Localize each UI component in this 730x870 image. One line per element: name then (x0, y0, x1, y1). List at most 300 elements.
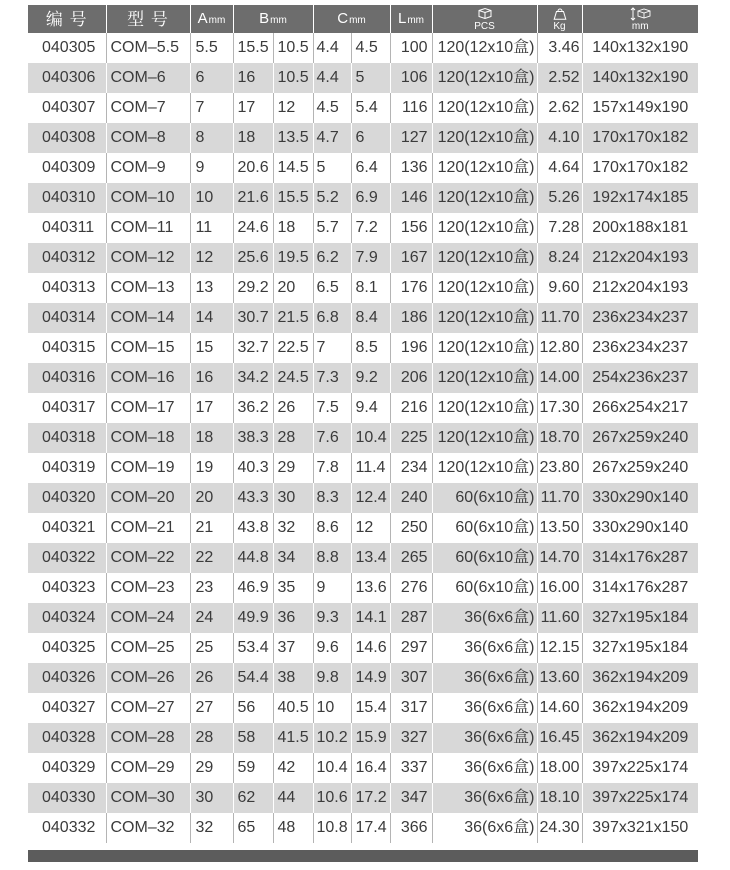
weight-icon (538, 7, 582, 21)
cell-l: 127 (390, 123, 432, 153)
cell-model: COM–12 (106, 243, 190, 273)
cell-code: 040313 (28, 273, 106, 303)
cell-a: 30 (190, 783, 233, 813)
cell-c1: 7.3 (313, 363, 351, 393)
cell-c2: 8.1 (351, 273, 390, 303)
cell-b1: 43.8 (233, 513, 273, 543)
cell-c1: 7.5 (313, 393, 351, 423)
cell-kg: 23.80 (537, 453, 582, 483)
cell-c1: 10 (313, 693, 351, 723)
table-row (28, 333, 698, 363)
cell-model: COM–9 (106, 153, 190, 183)
cell-model: COM–28 (106, 723, 190, 753)
cell-b1: 20.6 (233, 153, 273, 183)
cell-code: 040324 (28, 603, 106, 633)
cell-c1: 8.6 (313, 513, 351, 543)
cell-a: 6 (190, 63, 233, 93)
cell-b2: 13.5 (273, 123, 313, 153)
cell-dims: 330x290x140 (582, 513, 698, 543)
cell-b1: 21.6 (233, 183, 273, 213)
cell-code: 040329 (28, 753, 106, 783)
cell-l: 216 (390, 393, 432, 423)
cell-c1: 6.5 (313, 273, 351, 303)
cell-b2: 41.5 (273, 723, 313, 753)
cell-pcs: 120(12x10盒) (432, 93, 537, 123)
cell-a: 16 (190, 363, 233, 393)
cell-b1: 53.4 (233, 633, 273, 663)
header-pcs (432, 5, 537, 33)
cell-pcs: 120(12x10盒) (432, 363, 537, 393)
cell-kg: 14.60 (537, 693, 582, 723)
cell-a: 11 (190, 213, 233, 243)
cell-pcs: 120(12x10盒) (432, 423, 537, 453)
cell-pcs: 120(12x10盒) (432, 183, 537, 213)
cell-b1: 36.2 (233, 393, 273, 423)
table-row (28, 63, 698, 93)
cell-c1: 9 (313, 573, 351, 603)
cell-b1: 59 (233, 753, 273, 783)
cell-pcs: 120(12x10盒) (432, 123, 537, 153)
cell-l: 116 (390, 93, 432, 123)
cell-c2: 5 (351, 63, 390, 93)
cell-b2: 34 (273, 543, 313, 573)
cell-pcs: 36(6x6盒) (432, 633, 537, 663)
cell-a: 5.5 (190, 33, 233, 63)
table-row (28, 813, 698, 843)
cell-b2: 48 (273, 813, 313, 843)
cell-c2: 14.9 (351, 663, 390, 693)
cell-pcs: 120(12x10盒) (432, 153, 537, 183)
table-body (28, 33, 698, 843)
cell-dims: 157x149x190 (582, 93, 698, 123)
cell-kg: 11.70 (537, 483, 582, 513)
cell-c2: 15.4 (351, 693, 390, 723)
cell-c2: 6.4 (351, 153, 390, 183)
cell-model: COM–15 (106, 333, 190, 363)
cell-model: COM–24 (106, 603, 190, 633)
cell-pcs: 60(6x10盒) (432, 543, 537, 573)
cell-b2: 38 (273, 663, 313, 693)
cell-model: COM–10 (106, 183, 190, 213)
cell-b1: 49.9 (233, 603, 273, 633)
cell-b1: 40.3 (233, 453, 273, 483)
cell-dims: 397x225x174 (582, 783, 698, 813)
cell-a: 7 (190, 93, 233, 123)
cell-code: 040310 (28, 183, 106, 213)
cell-c2: 15.9 (351, 723, 390, 753)
cell-pcs: 36(6x6盒) (432, 783, 537, 813)
cell-l: 240 (390, 483, 432, 513)
cell-kg: 4.64 (537, 153, 582, 183)
cell-kg: 13.50 (537, 513, 582, 543)
cell-l: 366 (390, 813, 432, 843)
cell-b1: 15.5 (233, 33, 273, 63)
cell-a: 17 (190, 393, 233, 423)
table-row (28, 753, 698, 783)
cell-model: COM–18 (106, 423, 190, 453)
cell-pcs: 36(6x6盒) (432, 603, 537, 633)
header-l-unit: mm (407, 15, 425, 26)
table-row (28, 573, 698, 603)
cell-l: 287 (390, 603, 432, 633)
table-row (28, 123, 698, 153)
cell-a: 14 (190, 303, 233, 333)
cell-code: 040326 (28, 663, 106, 693)
cell-c1: 9.3 (313, 603, 351, 633)
cell-b2: 14.5 (273, 153, 313, 183)
header-code: 编 号 (28, 5, 106, 33)
header-pcs-label: PCS (474, 20, 495, 32)
cell-a: 10 (190, 183, 233, 213)
table-row (28, 423, 698, 453)
cell-c2: 6.9 (351, 183, 390, 213)
cell-b2: 15.5 (273, 183, 313, 213)
cell-pcs: 120(12x10盒) (432, 33, 537, 63)
cell-b2: 44 (273, 783, 313, 813)
cell-b1: 24.6 (233, 213, 273, 243)
cell-dims: 267x259x240 (582, 453, 698, 483)
header-row (28, 5, 698, 33)
cell-c1: 10.6 (313, 783, 351, 813)
cell-a: 32 (190, 813, 233, 843)
cell-dims: 397x321x150 (582, 813, 698, 843)
table-header (28, 5, 698, 33)
cell-dims: 314x176x287 (582, 573, 698, 603)
cell-model: COM–14 (106, 303, 190, 333)
header-kg (537, 5, 582, 33)
table-row (28, 483, 698, 513)
table-row (28, 723, 698, 753)
cell-model: COM–30 (106, 783, 190, 813)
cell-l: 176 (390, 273, 432, 303)
cell-pcs: 120(12x10盒) (432, 273, 537, 303)
cell-c2: 5.4 (351, 93, 390, 123)
cell-c2: 17.2 (351, 783, 390, 813)
cell-dims: 212x204x193 (582, 243, 698, 273)
cell-l: 337 (390, 753, 432, 783)
cell-a: 28 (190, 723, 233, 753)
cell-model: COM–19 (106, 453, 190, 483)
cell-dims: 314x176x287 (582, 543, 698, 573)
cell-dims: 397x225x174 (582, 753, 698, 783)
cell-pcs: 120(12x10盒) (432, 393, 537, 423)
cell-code: 040318 (28, 423, 106, 453)
cell-code: 040307 (28, 93, 106, 123)
cell-kg: 24.30 (537, 813, 582, 843)
cell-c1: 9.8 (313, 663, 351, 693)
spec-table (28, 5, 698, 843)
cell-kg: 8.24 (537, 243, 582, 273)
header-c-label: C (337, 10, 349, 27)
cell-b1: 46.9 (233, 573, 273, 603)
cell-model: COM–6 (106, 63, 190, 93)
cell-b2: 29 (273, 453, 313, 483)
cell-a: 19 (190, 453, 233, 483)
cell-kg: 12.15 (537, 633, 582, 663)
cell-b1: 30.7 (233, 303, 273, 333)
cell-c2: 8.5 (351, 333, 390, 363)
cell-c1: 4.5 (313, 93, 351, 123)
cell-code: 040321 (28, 513, 106, 543)
cell-dims: 170x170x182 (582, 123, 698, 153)
cell-c2: 16.4 (351, 753, 390, 783)
cell-code: 040306 (28, 63, 106, 93)
cell-b2: 19.5 (273, 243, 313, 273)
cell-c1: 8.8 (313, 543, 351, 573)
cell-c2: 13.4 (351, 543, 390, 573)
cell-a: 9 (190, 153, 233, 183)
header-l (390, 5, 432, 33)
cell-l: 106 (390, 63, 432, 93)
cell-c2: 14.6 (351, 633, 390, 663)
cell-c2: 9.4 (351, 393, 390, 423)
cell-kg: 12.80 (537, 333, 582, 363)
cell-dims: 362x194x209 (582, 663, 698, 693)
cell-dims: 236x234x237 (582, 333, 698, 363)
cell-c1: 9.6 (313, 633, 351, 663)
cell-a: 27 (190, 693, 233, 723)
cell-pcs: 36(6x6盒) (432, 663, 537, 693)
cell-kg: 18.70 (537, 423, 582, 453)
cell-kg: 2.52 (537, 63, 582, 93)
cell-pcs: 120(12x10盒) (432, 303, 537, 333)
cell-dims: 192x174x185 (582, 183, 698, 213)
cell-l: 250 (390, 513, 432, 543)
cell-dims: 327x195x184 (582, 633, 698, 663)
cell-c1: 7.6 (313, 423, 351, 453)
cell-a: 13 (190, 273, 233, 303)
cell-b1: 29.2 (233, 273, 273, 303)
cell-model: COM–26 (106, 663, 190, 693)
cell-c1: 7.8 (313, 453, 351, 483)
cell-b1: 34.2 (233, 363, 273, 393)
cell-l: 167 (390, 243, 432, 273)
cell-c1: 4.4 (313, 63, 351, 93)
cell-dims: 236x234x237 (582, 303, 698, 333)
cell-pcs: 120(12x10盒) (432, 333, 537, 363)
cell-model: COM–7 (106, 93, 190, 123)
cell-b2: 22.5 (273, 333, 313, 363)
cell-b1: 54.4 (233, 663, 273, 693)
cell-l: 186 (390, 303, 432, 333)
cell-kg: 4.10 (537, 123, 582, 153)
cell-a: 22 (190, 543, 233, 573)
cell-b2: 12 (273, 93, 313, 123)
cell-kg: 13.60 (537, 663, 582, 693)
table-row (28, 93, 698, 123)
cell-c2: 14.1 (351, 603, 390, 633)
cell-b1: 43.3 (233, 483, 273, 513)
footer-bar (28, 850, 698, 862)
cell-c2: 6 (351, 123, 390, 153)
table-row (28, 243, 698, 273)
cell-pcs: 36(6x6盒) (432, 753, 537, 783)
cell-l: 327 (390, 723, 432, 753)
cell-model: COM–23 (106, 573, 190, 603)
cell-model: COM–22 (106, 543, 190, 573)
cell-c1: 5.7 (313, 213, 351, 243)
cell-kg: 14.00 (537, 363, 582, 393)
cell-a: 18 (190, 423, 233, 453)
cell-c2: 7.9 (351, 243, 390, 273)
cell-c1: 7 (313, 333, 351, 363)
cell-code: 040325 (28, 633, 106, 663)
cell-b2: 30 (273, 483, 313, 513)
cell-b1: 16 (233, 63, 273, 93)
cell-c2: 11.4 (351, 453, 390, 483)
cell-code: 040327 (28, 693, 106, 723)
cell-b2: 24.5 (273, 363, 313, 393)
cell-l: 146 (390, 183, 432, 213)
table-row (28, 33, 698, 63)
cell-kg: 3.46 (537, 33, 582, 63)
cell-model: COM–21 (106, 513, 190, 543)
cell-pcs: 60(6x10盒) (432, 483, 537, 513)
header-a (190, 5, 233, 33)
cell-l: 206 (390, 363, 432, 393)
cell-code: 040323 (28, 573, 106, 603)
cell-a: 29 (190, 753, 233, 783)
cell-b1: 38.3 (233, 423, 273, 453)
cell-dims: 140x132x190 (582, 63, 698, 93)
cell-l: 347 (390, 783, 432, 813)
table-row (28, 183, 698, 213)
header-a-unit: mm (208, 15, 226, 26)
cell-model: COM–27 (106, 693, 190, 723)
cell-c2: 7.2 (351, 213, 390, 243)
cell-b2: 35 (273, 573, 313, 603)
cell-pcs: 120(12x10盒) (432, 243, 537, 273)
cell-c2: 12 (351, 513, 390, 543)
cell-dims: 327x195x184 (582, 603, 698, 633)
cell-c1: 10.2 (313, 723, 351, 753)
cell-dims: 330x290x140 (582, 483, 698, 513)
cell-b2: 32 (273, 513, 313, 543)
cell-code: 040328 (28, 723, 106, 753)
cell-l: 196 (390, 333, 432, 363)
cell-c2: 9.2 (351, 363, 390, 393)
cell-kg: 16.45 (537, 723, 582, 753)
cell-c1: 6.2 (313, 243, 351, 273)
cell-kg: 5.26 (537, 183, 582, 213)
cell-b2: 40.5 (273, 693, 313, 723)
cell-kg: 18.10 (537, 783, 582, 813)
header-c-unit: mm (349, 15, 366, 26)
cell-code: 040319 (28, 453, 106, 483)
cell-l: 317 (390, 693, 432, 723)
cell-b2: 26 (273, 393, 313, 423)
cell-c1: 10.4 (313, 753, 351, 783)
cell-a: 15 (190, 333, 233, 363)
cell-code: 040314 (28, 303, 106, 333)
cell-kg: 7.28 (537, 213, 582, 243)
cell-model: COM–17 (106, 393, 190, 423)
header-b-unit: mm (270, 15, 287, 26)
cell-b2: 37 (273, 633, 313, 663)
cell-c2: 17.4 (351, 813, 390, 843)
cell-model: COM–20 (106, 483, 190, 513)
cell-l: 234 (390, 453, 432, 483)
cell-model: COM–11 (106, 213, 190, 243)
cell-b2: 10.5 (273, 33, 313, 63)
cell-dims: 140x132x190 (582, 33, 698, 63)
cell-pcs: 36(6x6盒) (432, 693, 537, 723)
table-row (28, 303, 698, 333)
cell-pcs: 120(12x10盒) (432, 63, 537, 93)
cell-b2: 20 (273, 273, 313, 303)
cell-a: 8 (190, 123, 233, 153)
cell-b2: 21.5 (273, 303, 313, 333)
cell-code: 040332 (28, 813, 106, 843)
cell-a: 23 (190, 573, 233, 603)
cell-model: COM–16 (106, 363, 190, 393)
cell-model: COM–32 (106, 813, 190, 843)
cell-c1: 10.8 (313, 813, 351, 843)
cell-kg: 11.60 (537, 603, 582, 633)
cell-pcs: 36(6x6盒) (432, 813, 537, 843)
header-dims-label: mm (631, 20, 649, 32)
cell-kg: 16.00 (537, 573, 582, 603)
cell-pcs: 60(6x10盒) (432, 513, 537, 543)
header-kg-label: Kg (553, 20, 566, 32)
header-l-label: L (398, 10, 407, 27)
cell-c2: 4.5 (351, 33, 390, 63)
header-b (233, 5, 313, 33)
table-row (28, 363, 698, 393)
cell-code: 040305 (28, 33, 106, 63)
cell-b1: 58 (233, 723, 273, 753)
cell-l: 225 (390, 423, 432, 453)
cell-code: 040312 (28, 243, 106, 273)
cell-dims: 254x236x237 (582, 363, 698, 393)
cell-model: COM–5.5 (106, 33, 190, 63)
cell-a: 24 (190, 603, 233, 633)
table-row (28, 783, 698, 813)
cell-dims: 200x188x181 (582, 213, 698, 243)
cell-c2: 8.4 (351, 303, 390, 333)
cell-b1: 18 (233, 123, 273, 153)
table-row (28, 273, 698, 303)
cell-code: 040316 (28, 363, 106, 393)
table-row (28, 663, 698, 693)
cell-dims: 267x259x240 (582, 423, 698, 453)
cell-a: 20 (190, 483, 233, 513)
cell-a: 12 (190, 243, 233, 273)
cell-a: 25 (190, 633, 233, 663)
cell-code: 040330 (28, 783, 106, 813)
cell-c1: 5.2 (313, 183, 351, 213)
cell-l: 156 (390, 213, 432, 243)
table-row (28, 633, 698, 663)
cell-c1: 4.7 (313, 123, 351, 153)
cell-b2: 18 (273, 213, 313, 243)
cell-kg: 17.30 (537, 393, 582, 423)
cell-c2: 10.4 (351, 423, 390, 453)
carton-dimensions-icon (583, 7, 699, 21)
table-row (28, 453, 698, 483)
cell-model: COM–13 (106, 273, 190, 303)
cell-b1: 56 (233, 693, 273, 723)
cell-model: COM–29 (106, 753, 190, 783)
cell-kg: 18.00 (537, 753, 582, 783)
cell-l: 136 (390, 153, 432, 183)
cell-l: 265 (390, 543, 432, 573)
cell-code: 040309 (28, 153, 106, 183)
cell-dims: 212x204x193 (582, 273, 698, 303)
cell-pcs: 36(6x6盒) (432, 723, 537, 753)
cell-b1: 32.7 (233, 333, 273, 363)
cell-b1: 17 (233, 93, 273, 123)
